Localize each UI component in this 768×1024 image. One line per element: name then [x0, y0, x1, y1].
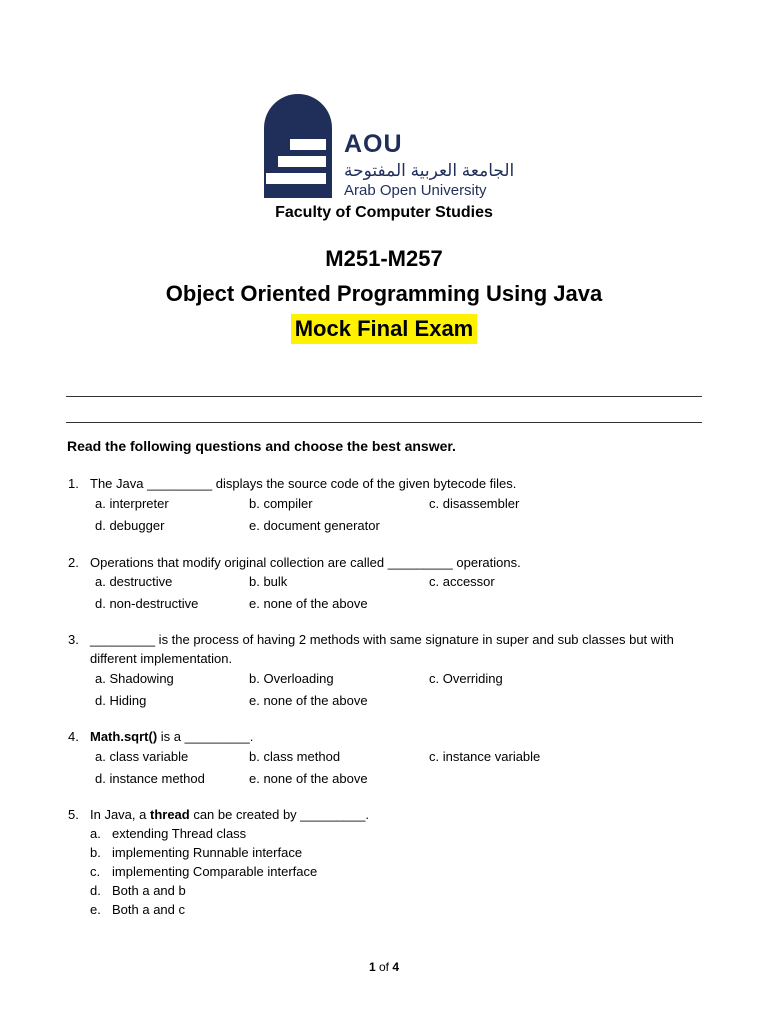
question-number: 4.	[68, 729, 79, 744]
question-number: 3.	[68, 632, 79, 647]
option-b[interactable]: b. bulk	[249, 574, 288, 589]
logo-abbr: AOU	[344, 130, 403, 158]
option-b[interactable]: b. class method	[249, 749, 341, 764]
option-e[interactable]: e. Both a and c	[90, 902, 185, 917]
course-code: M251-M257	[325, 246, 443, 271]
option-c[interactable]: c. instance variable	[429, 749, 541, 764]
option-a[interactable]: a. class variable	[95, 749, 189, 764]
id-line	[66, 422, 702, 423]
option-c[interactable]: c. Overriding	[429, 671, 503, 686]
instructions: Read the following questions and choose the best answer.	[67, 438, 456, 454]
option-c[interactable]: c. implementing Comparable interface	[90, 864, 318, 879]
question-1	[68, 474, 708, 534]
question-4	[68, 727, 708, 787]
question-number: 5.	[68, 807, 79, 822]
option-c[interactable]: c. disassembler	[429, 496, 520, 511]
question-2	[68, 553, 708, 613]
question-text	[90, 727, 690, 746]
option-e[interactable]: e. none of the above	[249, 693, 368, 708]
option-d[interactable]: d. Hiding	[95, 693, 147, 708]
logo-english-name: Arab Open University	[344, 182, 487, 199]
question-number: 2.	[68, 555, 79, 570]
option-d[interactable]: d. instance method	[95, 771, 205, 786]
option-e[interactable]: e. none of the above	[249, 596, 368, 611]
option-d[interactable]: d. non-destructive	[95, 596, 199, 611]
option-b[interactable]: b. implementing Runnable interface	[90, 845, 303, 860]
option-b[interactable]: b. compiler	[249, 496, 313, 511]
faculty-name: Faculty of Computer Studies	[275, 204, 493, 221]
question-text-rest: is a _________.	[157, 729, 254, 744]
page-number: 1 of 4	[368, 960, 400, 974]
logo-arabic-name: الجامعة العربية المفتوحة	[344, 161, 515, 180]
question-text: Operations that modify original collection are called _________ operations.	[90, 555, 521, 570]
logo-arch-icon	[264, 94, 332, 198]
question-text	[90, 805, 690, 824]
option-e[interactable]: e. document generator	[249, 518, 380, 533]
option-a[interactable]: a. Shadowing	[95, 671, 174, 686]
course-title: Object Oriented Programming Using Java	[165, 281, 603, 306]
option-list	[90, 824, 490, 919]
question-text: The Java _________ displays the source code of the given bytecode files.	[90, 476, 517, 491]
option-e[interactable]: e. none of the above	[249, 771, 368, 786]
question-number: 1.	[68, 476, 79, 491]
question-text-rest: can be created by _________.	[189, 807, 369, 822]
question-keyword: thread	[149, 807, 190, 822]
exam-title: Mock Final Exam	[291, 314, 478, 344]
option-c[interactable]: c. accessor	[429, 574, 495, 589]
option-a[interactable]: a. interpreter	[95, 496, 169, 511]
option-d[interactable]: d. Both a and b	[90, 883, 186, 898]
option-d[interactable]: d. debugger	[95, 518, 165, 533]
option-a[interactable]: a. destructive	[95, 574, 173, 589]
question-3	[68, 630, 708, 710]
question-code: Math.sqrt()	[90, 729, 158, 744]
option-b[interactable]: b. Overloading	[249, 671, 334, 686]
question-5	[68, 805, 708, 925]
name-line	[66, 396, 702, 397]
question-text: _________ is the process of having 2 methods with same signature in super and sub classes but with different implementation.	[90, 632, 674, 666]
option-a[interactable]: a. extending Thread class	[90, 826, 247, 841]
aou-logo	[262, 94, 515, 202]
question-text-pre: In Java, a	[90, 807, 150, 822]
